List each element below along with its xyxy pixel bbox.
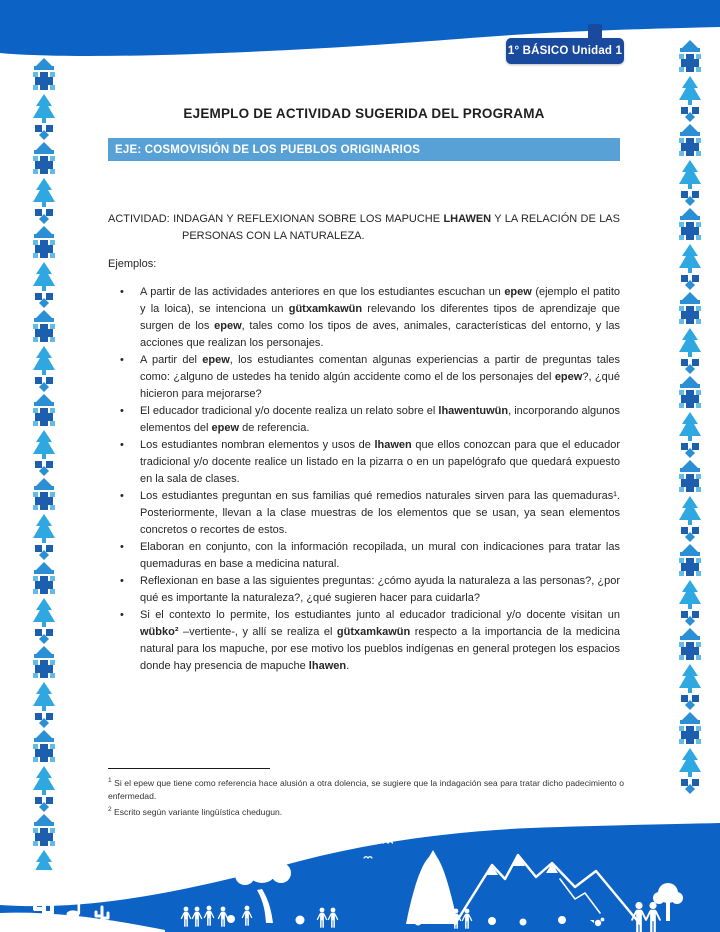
page-title: EJEMPLO DE ACTIVIDAD SUGERIDA DEL PROGRAMA xyxy=(183,106,545,121)
eje-banner xyxy=(108,138,620,161)
bullet-item: • Reflexionan en base a las siguientes preguntas: ¿cómo ayuda la naturaleza a las personas?, ¿por qué es importante la naturaleza?, ¿qué sugieren hacer para cuidarla? xyxy=(108,573,620,607)
eje-banner-label: EJE: COSMOVISIÓN DE LOS PUEBLOS ORIGINARIOS xyxy=(115,143,421,156)
bullet-item: • Elaboran en conjunto, con la información recopilada, un mural con indicaciones para tratar las quemaduras en base a medicina natural. xyxy=(108,539,620,573)
mapuche-border-right-icon xyxy=(668,40,712,832)
mapuche-border-left-icon xyxy=(22,58,66,870)
unit-badge-label: 1° BÁSICO Unidad 1 xyxy=(507,45,623,57)
bullet-item: • Si el contexto lo permite, los estudiantes junto al educador tradicional y/o docente visitan un wübko² –vertiente-, y allí se realiza el gütxamkawün respecto a la importancia de la medicina natural para los mapuche, por ese motivo los pueblos indígenas en general protegen los espacios donde hay presencia de mapuche lhawen. xyxy=(108,607,620,675)
bullet-item: • Los estudiantes preguntan en sus familias qué remedios naturales sirven para las quemaduras¹. Posteriormente, llevan a la clase muestras de los elementos que se usan, ya sean elementos concretos o recortes de estos. xyxy=(108,488,620,539)
footnote-text: Si el epew que tiene como referencia hace alusión a otra dolencia, se sugiere que la indagación sea para tratar dicho padecimiento o enfermedad. xyxy=(108,777,624,801)
andean-landscape-illustration xyxy=(0,817,720,932)
footnote-marker: 2 xyxy=(108,805,112,813)
examples-label: Ejemplos: xyxy=(108,258,157,270)
bullet-item: • El educador tradicional y/o docente realiza un relato sobre el lhawentuwün, incorporando algunos elementos del epew de referencia. xyxy=(108,403,620,437)
content-column xyxy=(108,100,620,675)
footnote xyxy=(108,774,624,803)
activity-bullet-list xyxy=(108,284,620,675)
bullet-item: • A partir del epew, los estudiantes comentan algunas experiencias a partir de preguntas tales como: ¿alguno de ustedes ha tenido algún accidente como el de los personajes del epew?, ¿qué hicieron para mejorarse? xyxy=(108,352,620,403)
footnote-marker: 1 xyxy=(108,777,112,784)
unit-badge xyxy=(506,38,624,64)
footnote-text: Escrito según variante lingüística chedugun. xyxy=(111,806,283,817)
footnote-divider xyxy=(108,768,270,769)
bullet-item: • A partir de las actividades anteriores en que los estudiantes escuchan un epew (ejemplo el patito y la loica), se intenciona un gütxamkawün relevando los diferentes tipos de aprendizaje que surgen de los epew, tales como los tipos de aves, animales, características del entorno, y las acciones que realizan los personajes. xyxy=(108,284,620,352)
footnotes-section xyxy=(108,768,624,819)
bullet-item: • Los estudiantes nombran elementos y usos de lhawen que ellos conozcan para que el educador tradicional y/o docente realice un listado en la pizarra o en un papelógrafo que quedará expuesto en la sala de clases. xyxy=(108,437,620,488)
activity-heading: ACTIVIDAD: INDAGAN Y REFLEXIONAN SOBRE LOS MAPUCHE LHAWEN Y LA RELACIÓN DE LAS PERSONAS CON LA NATURALEZA. xyxy=(108,213,620,242)
